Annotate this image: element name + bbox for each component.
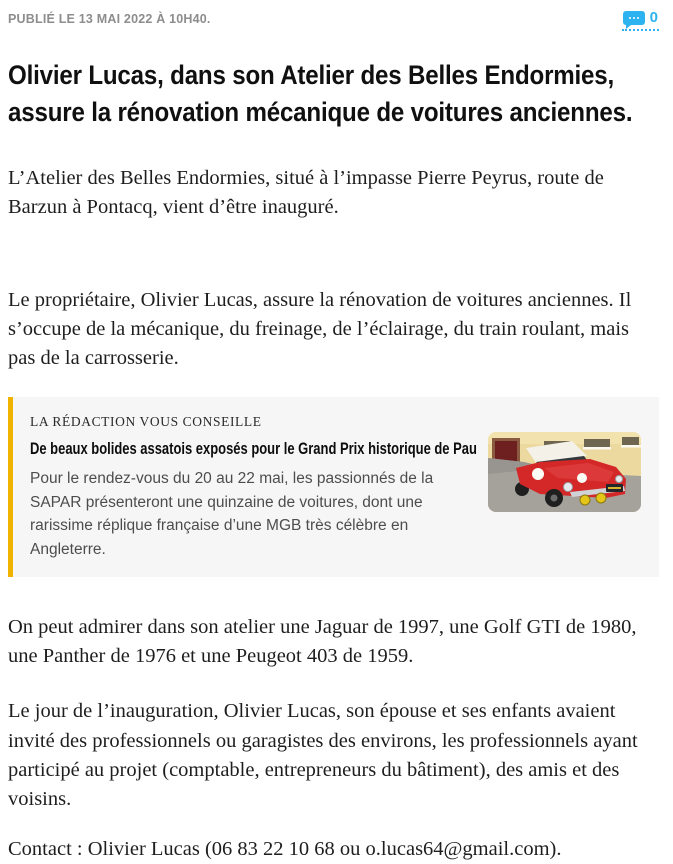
recommendation-kicker: LA RÉDACTION VOUS CONSEILLE xyxy=(30,414,262,430)
article-paragraph: Le propriétaire, Olivier Lucas, assure la rénovation de voitures anciennes. Il s’occupe de la mécanique, du freinage, de l’éclairage, du train roulant, mais pas de la carrosserie. xyxy=(8,288,632,369)
contact-line: Contact : Olivier Lucas (06 83 22 10 68 ou o.lucas64@gmail.com). xyxy=(8,837,562,860)
recommendation-box xyxy=(8,397,659,577)
recommendation-link[interactable]: De beaux bolides assatois exposés pour le Grand Prix historique de Pau xyxy=(30,439,477,459)
meta-row xyxy=(8,8,659,31)
recommendation-text xyxy=(30,414,477,561)
recommendation-excerpt: Pour le rendez-vous du 20 au 22 mai, les passionnés de la SAPAR présenteront une quinzaine de voitures, dont une rarissime réplique française d’une MGB très célèbre en Angleterre. xyxy=(30,470,434,558)
comments-link[interactable] xyxy=(622,8,659,31)
comment-bubble-icon xyxy=(623,11,645,25)
article-paragraph: L’Atelier des Belles Endormies, situé à l’impasse Pierre Peyrus, route de Barzun à Pontacq, vient d’être inauguré. xyxy=(8,166,604,218)
article-paragraph: Le jour de l’inauguration, Olivier Lucas, son épouse et ses enfants avaient invité des professionnels ou garagistes des environs, les professionnels ayant participé au projet (comptable, entrepreneurs du bâtiment), des amis et des voisins. xyxy=(8,700,638,810)
article-paragraph: On peut admirer dans son atelier une Jaguar de 1997, une Golf GTI de 1980, une Panther de 1976 et une Peugeot 403 de 1959. xyxy=(8,616,637,668)
comments-count: 0 xyxy=(649,9,658,26)
red-classic-car-thumbnail[interactable] xyxy=(488,432,641,512)
article-title: Olivier Lucas, dans son Atelier des Belles Endormies, assure la rénovation mécanique de voitures anciennes. xyxy=(8,60,633,128)
publish-date: PUBLIÉ LE 13 MAI 2022 À 10H40. xyxy=(8,12,211,26)
